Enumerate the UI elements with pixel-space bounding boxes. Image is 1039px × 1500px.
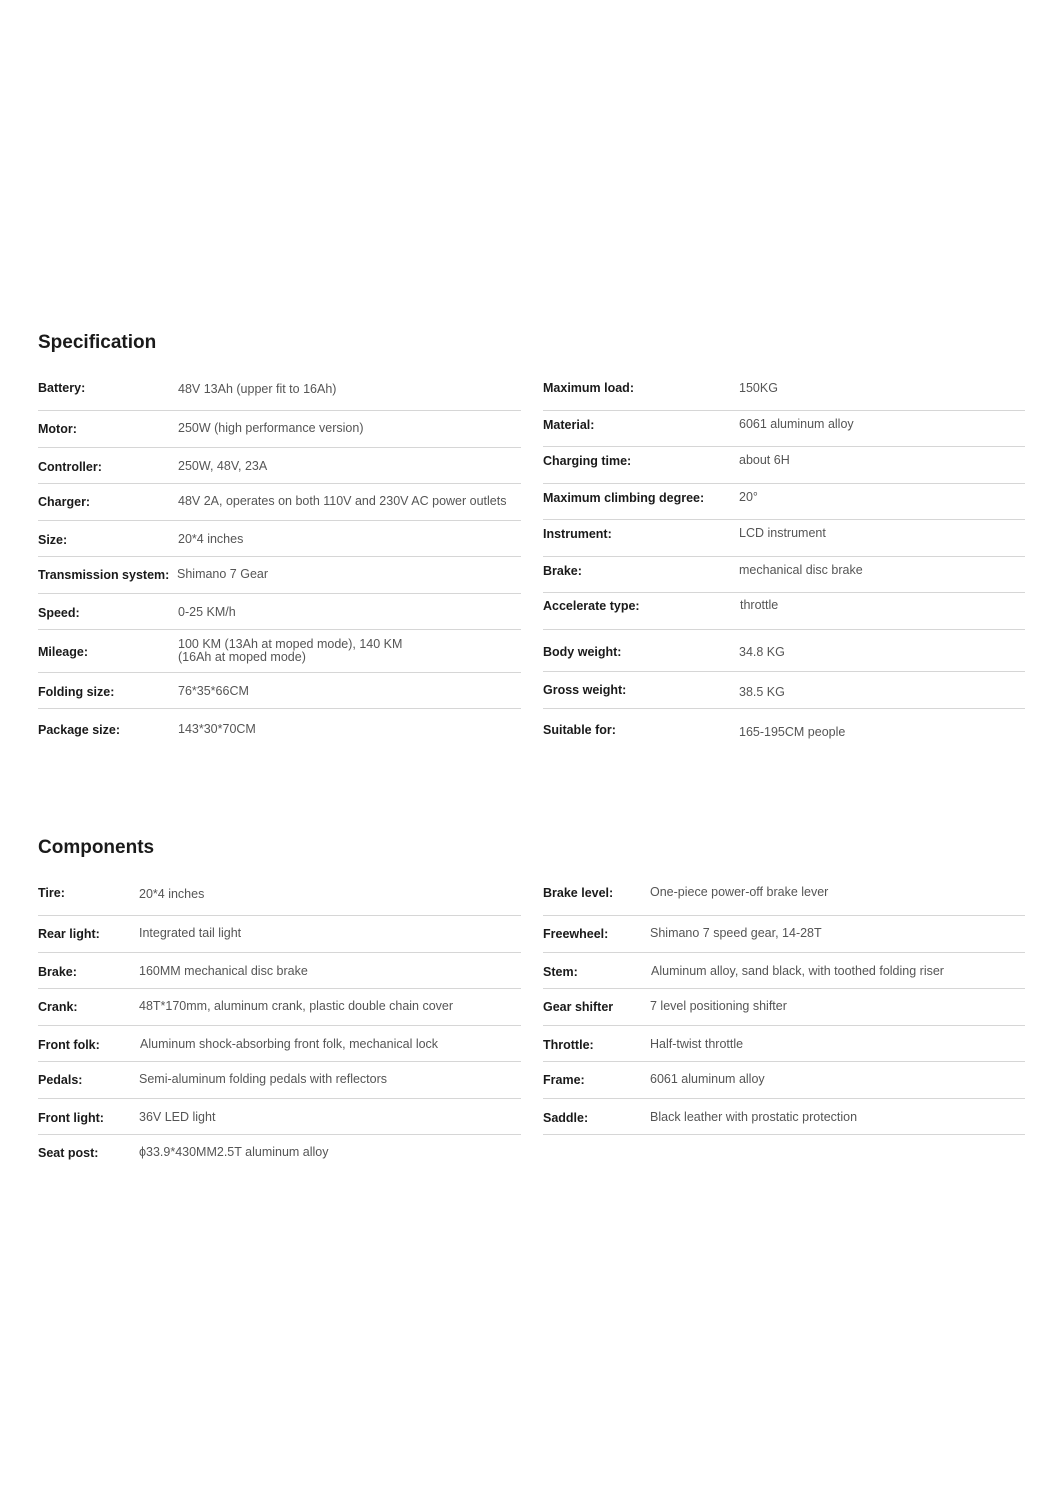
spec-row-accelerate-type <box>543 593 1025 630</box>
spec-label: Brake: <box>543 564 582 578</box>
component-value: Aluminum shock-absorbing front folk, mechanical lock <box>140 1037 439 1051</box>
spec-value: 48V 2A, operates on both 110V and 230V AC power outlets <box>178 494 507 508</box>
spec-row-motor <box>38 411 521 448</box>
spec-row-instrument <box>543 520 1025 557</box>
spec-value: 150KG <box>739 381 778 395</box>
component-value: Black leather with prostatic protection <box>650 1110 858 1124</box>
spec-label: Accelerate type: <box>543 599 640 613</box>
spec-value: 6061 aluminum alloy <box>739 417 854 431</box>
spec-value: 76*35*66CM <box>178 684 249 698</box>
spec-row-material <box>543 411 1025 447</box>
spec-row-folding-size <box>38 673 521 709</box>
spec-row-controller <box>38 448 521 484</box>
component-label: Throttle: <box>543 1038 594 1052</box>
component-row-gear-shifter <box>543 989 1025 1026</box>
component-label: Frame: <box>543 1073 585 1087</box>
component-label: Front light: <box>38 1111 104 1125</box>
spec-label: Maximum climbing degree: <box>543 491 705 505</box>
component-row-brake <box>38 953 521 989</box>
components-title: Components <box>38 837 155 858</box>
component-value: 48T*170mm, aluminum crank, plastic double chain cover <box>139 999 454 1013</box>
spec-row-charger <box>38 484 521 521</box>
spec-label: Package size: <box>38 723 120 737</box>
spec-left-column <box>38 374 521 749</box>
component-label: Freewheel: <box>543 927 609 941</box>
specification-title: Specification <box>38 332 157 353</box>
spec-value: 250W (high performance version) <box>178 421 364 435</box>
spec-label: Motor: <box>38 422 77 436</box>
spec-row-maximum-load <box>543 374 1025 411</box>
spec-row-transmission <box>38 557 521 594</box>
component-value: Semi-aluminum folding pedals with reflectors <box>139 1072 388 1086</box>
spec-row-battery <box>38 374 521 411</box>
spec-label: Charger: <box>38 495 91 509</box>
spec-label: Instrument: <box>543 527 612 541</box>
component-row-front-light <box>38 1099 521 1135</box>
component-row-freewheel <box>543 916 1025 953</box>
component-label: Tire: <box>38 886 65 900</box>
components-right-column <box>543 879 1025 1135</box>
component-value: 160MM mechanical disc brake <box>139 964 308 978</box>
component-row-tire <box>38 879 521 916</box>
spec-label: Charging time: <box>543 454 632 468</box>
spec-value: 143*30*70CM <box>178 722 256 736</box>
spec-row-body-weight <box>543 630 1025 672</box>
component-label: Saddle: <box>543 1111 589 1125</box>
components-left-column <box>38 879 521 1172</box>
component-value: Aluminum alloy, sand black, with toothed folding riser <box>651 964 944 978</box>
component-label: Front folk: <box>38 1038 100 1052</box>
spec-row-brake <box>543 557 1025 593</box>
spec-value: 100 KM (13Ah at moped mode), 140 KM (16Ah at moped mode) <box>178 637 403 664</box>
component-row-throttle <box>543 1026 1025 1062</box>
spec-value: 20*4 inches <box>178 532 244 546</box>
component-value: 20*4 inches <box>139 887 205 901</box>
spec-row-gross-weight <box>543 672 1025 709</box>
component-row-front-folk <box>38 1026 521 1062</box>
component-row-stem <box>543 953 1025 989</box>
spec-label: Transmission system: <box>38 568 170 582</box>
component-row-brake-level <box>543 879 1025 916</box>
spec-row-package-size <box>38 709 521 749</box>
component-label: Pedals: <box>38 1073 83 1087</box>
spec-label: Maximum load: <box>543 381 634 395</box>
spec-value: mechanical disc brake <box>739 563 863 577</box>
spec-right-column <box>543 374 1025 749</box>
spec-value: 250W, 48V, 23A <box>178 459 268 473</box>
spec-label: Battery: <box>38 381 86 395</box>
component-value: 36V LED light <box>139 1110 216 1124</box>
spec-row-size <box>38 521 521 557</box>
spec-row-mileage <box>38 630 521 673</box>
spec-value: about 6H <box>739 453 790 467</box>
spec-label: Folding size: <box>38 685 115 699</box>
component-row-saddle <box>543 1099 1025 1135</box>
spec-label: Size: <box>38 533 68 547</box>
spec-row-suitable-for <box>543 709 1025 749</box>
spec-value: throttle <box>740 598 779 612</box>
component-row-rear-light <box>38 916 521 953</box>
component-label: Gear shifter <box>543 1000 614 1014</box>
component-value: 7 level positioning shifter <box>650 999 787 1013</box>
spec-label: Mileage: <box>38 645 89 659</box>
spec-label: Suitable for: <box>543 723 616 737</box>
spec-label: Speed: <box>38 606 80 620</box>
spec-value: 165-195CM people <box>739 725 846 739</box>
component-label: Rear light: <box>38 927 100 941</box>
spec-value: 20° <box>739 490 758 504</box>
component-value: 6061 aluminum alloy <box>650 1072 765 1086</box>
spec-label: Material: <box>543 418 595 432</box>
component-label: Brake: <box>38 965 77 979</box>
component-row-seat-post <box>38 1135 521 1172</box>
component-value: One-piece power-off brake lever <box>650 885 829 899</box>
component-label: Stem: <box>543 965 578 979</box>
component-value: Integrated tail light <box>139 926 242 940</box>
component-row-crank <box>38 989 521 1026</box>
spec-value: 0-25 KM/h <box>178 605 236 619</box>
component-value: Half-twist throttle <box>650 1037 744 1051</box>
spec-row-speed <box>38 594 521 630</box>
component-row-pedals <box>38 1062 521 1099</box>
spec-label: Controller: <box>38 460 102 474</box>
spec-value: 34.8 KG <box>739 645 785 659</box>
component-label: Seat post: <box>38 1146 99 1160</box>
spec-value: 48V 13Ah (upper fit to 16Ah) <box>178 382 337 396</box>
spec-value: LCD instrument <box>739 526 826 540</box>
spec-row-climbing-degree <box>543 484 1025 520</box>
spec-value: 38.5 KG <box>739 685 785 699</box>
spec-row-charging-time <box>543 447 1025 484</box>
component-value: ϕ33.9*430MM2.5T aluminum alloy <box>139 1145 329 1159</box>
spec-value: Shimano 7 Gear <box>177 567 269 581</box>
component-row-frame <box>543 1062 1025 1099</box>
spec-label: Body weight: <box>543 645 622 659</box>
component-label: Crank: <box>38 1000 78 1014</box>
spec-label: Gross weight: <box>543 683 627 697</box>
component-label: Brake level: <box>543 886 614 900</box>
component-value: Shimano 7 speed gear, 14-28T <box>650 926 822 940</box>
